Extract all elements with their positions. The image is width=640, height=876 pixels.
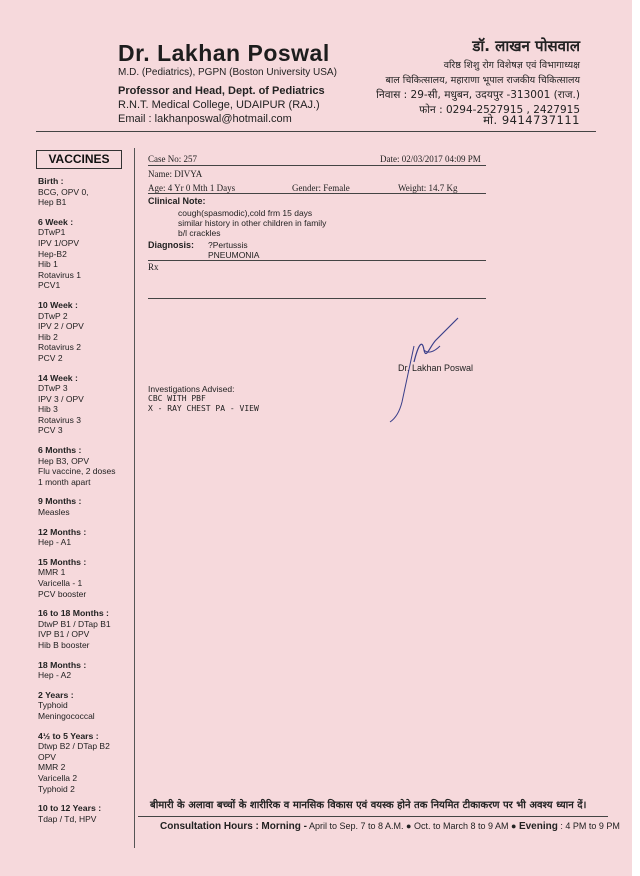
vaccine-group-heading: 9 Months : [38,496,82,507]
vaccine-group [38,496,132,517]
investigations-heading: Investigations Advised: [148,384,235,394]
rule-diagnosis [148,260,486,261]
vaccine-item: MMR 2 [38,762,66,773]
vaccine-item: Measles [38,507,70,518]
vaccine-item: Rotavirus 2 [38,342,81,353]
vaccine-item: Hep B1 [38,197,67,208]
vaccine-item: PCV1 [38,280,61,291]
evening-text: : 4 PM to 9 PM [560,821,620,831]
vaccine-group-heading: 15 Months : [38,556,87,567]
doctor-name-hindi: डॉ. लाखन पोसवाल [472,37,580,55]
vaccine-group [38,445,132,487]
vaccine-item: DTwP 3 [38,383,68,394]
patient-name: Name: DIVYA [148,169,203,179]
vaccine-item: Hib 1 [38,259,58,270]
doctor-name: Dr. Lakhan Poswal [118,40,330,66]
vaccine-item: BCG, OPV 0, [38,186,89,197]
diagnosis-line: ?Pertussis [208,240,248,250]
vaccine-item: DTwP 2 [38,310,68,321]
vaccine-group-heading: 6 Months : [38,445,82,456]
vaccine-item: DTwP1 [38,227,66,238]
signature-name: Dr. Lakhan Poswal [398,363,474,373]
vaccine-item: Hep B3, OPV [38,455,90,466]
clinical-line: b/l crackles [178,228,221,238]
rx-label: Rx [148,262,159,272]
doctor-qualifications: M.D. (Pediatrics), PGPN (Boston University USA) [118,67,337,78]
vaccine-group [38,690,132,722]
hospital-hindi: बाल चिकित्सालय, महाराणा भूपाल राजकीय चिकित्सालय [385,75,580,86]
morning-label: Morning - [261,821,307,832]
phone-hindi: फोन : 0294-2527915 , 2427915 [419,104,580,116]
case-number: Case No: 257 [148,154,197,164]
vaccine-group-heading: 14 Week : [38,372,78,383]
page-margin [632,0,640,876]
vaccine-item: IVP B1 / OPV [38,629,90,640]
vaccine-group-heading: 10 Week : [38,299,78,310]
vaccine-item: Hib B booster [38,639,90,650]
prescription-area [148,0,608,876]
vaccine-group [38,557,132,599]
vaccine-item: PCV 2 [38,352,63,363]
vaccine-group-heading: 10 to 12 Years : [38,803,102,814]
vaccines-title: VACCINES [36,150,122,169]
vaccine-group-heading: 2 Years : [38,689,74,700]
vaccine-group [38,608,132,650]
footer-divider [138,816,608,817]
doctor-position: Professor and Head, Dept. of Pediatrics [118,85,325,97]
rule-top [148,165,486,166]
pen-stroke [384,344,424,424]
vaccine-item: Typhoid [38,700,68,711]
vaccine-group-heading: Birth : [38,176,64,186]
morning-text: April to Sep. 7 to 8 A.M. ● Oct. to March 8 to 9 AM ● [308,821,517,831]
vaccine-group [38,803,132,824]
vaccine-group-heading: 18 Months : [38,659,87,670]
vaccine-schedule [38,176,132,833]
vaccine-item: Hep - A2 [38,670,72,681]
investigations-text [148,394,259,414]
vaccine-item: Dtwp B2 / DTap B2 [38,741,110,752]
vaccine-item: Hib 2 [38,331,58,342]
doctor-email: Email : lakhanposwal@hotmail.com [118,113,292,125]
hours-label: Consultation Hours : [160,821,259,832]
diagnosis-heading: Diagnosis: [148,240,195,250]
vaccine-group [38,527,132,548]
clinical-line: similar history in other children in family [178,218,327,228]
sidebar-divider [134,148,135,848]
clinical-note-text [178,208,326,238]
vaccine-item: Rotavirus 3 [38,414,81,425]
vaccine-group [38,660,132,681]
clinical-line: cough(spasmodic),cold frm 15 days [178,208,313,218]
vaccine-item: Typhoid 2 [38,783,75,794]
diagnosis-text [208,240,259,260]
mobile-hindi: मो. 9414737111 [483,113,580,127]
doctor-college: R.N.T. Medical College, UDAIPUR (RAJ.) [118,99,320,111]
doctor-title-hindi: वरिष्ठ शिशु रोग विशेषज्ञ एवं विभागाध्यक्ष [443,60,580,71]
vaccine-group [38,300,132,364]
vaccine-group-heading: 4½ to 5 Years : [38,730,99,741]
visit-date: Date: 02/03/2017 04:09 PM [380,154,481,164]
footer-note-hindi: बीमारी के अलावा बच्चों के शारीरिक व मानसिक विकास एवं वयस्क होने तक नियमित टीकाकरण पर भी अवश्य ध्यान दें। [150,800,587,811]
rule-mid [148,193,486,194]
vaccine-item: PCV 3 [38,425,63,436]
vaccine-group [38,373,132,437]
vaccine-item: PCV booster [38,588,87,599]
vaccine-item: IPV 1/OPV [38,237,80,248]
address-hindi: निवास : 29-सी, मधुबन, उदयपुर -313001 (राज.) [376,89,580,101]
vaccine-item: 1 month apart [38,476,91,487]
vaccine-item: Hep - A1 [38,537,72,548]
investigation-line: CBC WITH PBF [148,394,206,403]
vaccine-item: Flu vaccine, 2 doses [38,466,116,477]
vaccine-item: Hep-B2 [38,248,67,259]
patient-gender: Gender: Female [292,183,350,193]
vaccine-item: DtwP B1 / DTap B1 [38,618,111,629]
vaccine-item: Tdap / Td, HPV [38,813,97,824]
vaccine-group [38,176,132,208]
vaccine-item: Varicella 2 [38,772,78,783]
vaccine-group-heading: 6 Week : [38,216,74,227]
evening-label: Evening [518,821,558,832]
vaccine-item: MMR 1 [38,567,66,578]
patient-age: Age: 4 Yr 0 Mth 1 Days [148,183,236,193]
vaccine-group [38,217,132,291]
clinical-note-heading: Clinical Note: [148,196,206,206]
diagnosis-line: PNEUMONIA [208,250,260,260]
vaccine-item: OPV [38,751,56,762]
vaccine-item: Rotavirus 1 [38,269,81,280]
patient-weight: Weight: 14.7 Kg [398,183,458,193]
consultation-hours [160,821,620,832]
vaccine-item: Varicella - 1 [38,578,83,588]
vaccine-item: IPV 3 / OPV [38,393,84,404]
vaccine-group-heading: 16 to 18 Months : [38,608,109,619]
vaccine-item: IPV 2 / OPV [38,321,84,332]
rule-rx [148,298,486,299]
vaccine-group-heading: 12 Months : [38,526,87,537]
vaccine-item: Hib 3 [38,404,58,415]
investigation-line: X - RAY CHEST PA - VIEW [148,404,259,413]
vaccine-group [38,731,132,795]
vaccine-item: Meningococcal [38,710,95,721]
